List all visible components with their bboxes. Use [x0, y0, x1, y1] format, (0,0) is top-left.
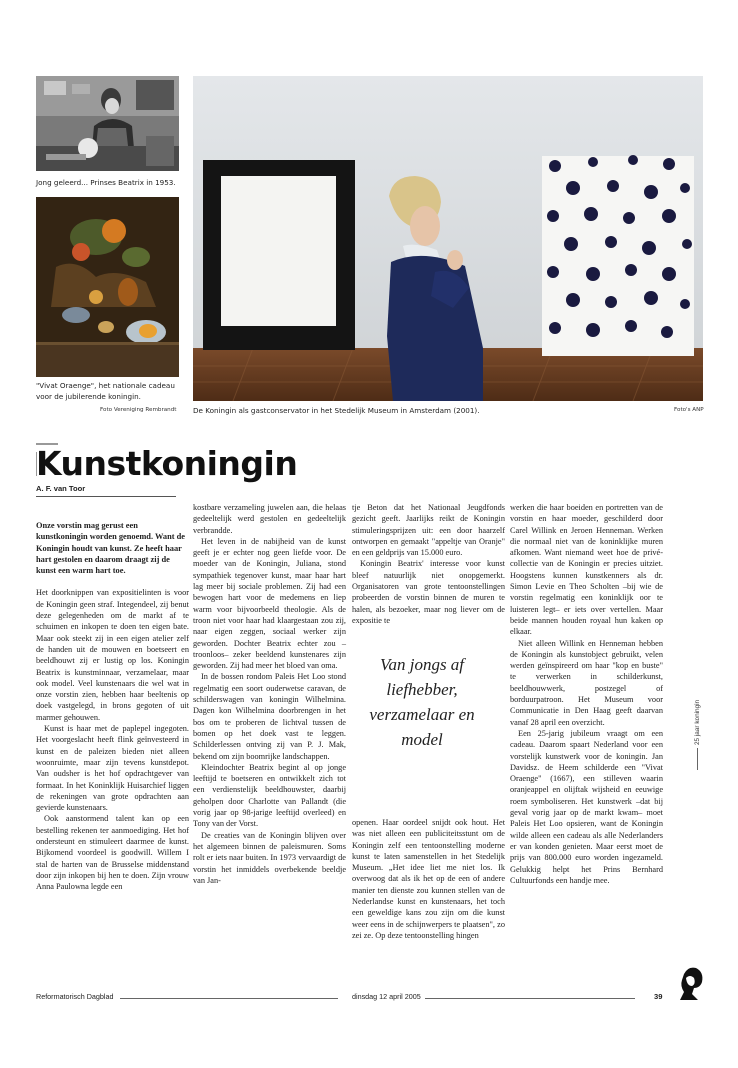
- paragraph: Het doorknippen van expositielinten is voor de Koningin geen straf. Integendeel, zij benut deze gelegenheden om de markt af te schuimen en inkopen te doen ten eigen bate. Maar ook steekt zij in een eigen atelier zelf de handen uit de mouwen en boetseert en beeldhouwt zij er lustig op los. Koningin Beatrix is kunstminnaar, verzamelaar, maar ook model. Veel kunstenaars die wel wat in onze vorstin zien, hebben haar beeltenis op doek vastgelegd, in brons gegoten of uit marmer gehouwen.: [36, 588, 189, 722]
- article-lead: Onze vorstin mag gerust een kunstkoningin worden genoemd. Want de Koningin houdt van kunst. Ze heeft haar hart gestolen en daarom draagt zij de kunst een warm hart toe.: [36, 521, 186, 576]
- paragraph: In de bossen rondom Paleis Het Loo stond regelmatig een soort ouderwetse caravan, de schilderswagen van koningin Wilhelmina. Dagen kon Wilhelmina doorbrengen in het bos om te proberen de lichtval tussen de bomen op het doek vast te leggen. Schilderlessen ontving zij van P. J. Mak, bekend om zijn boomrijke landschappen.: [193, 672, 346, 761]
- footer-rule-left: [120, 998, 338, 999]
- paragraph: openen. Haar oordeel snijdt ook hout. Het was niet alleen een publiciteitsstunt om de Koningin zelf een tentoonstelling moderne kunst te laten samenstellen in het Stedelijk Museum. „Het idee liet me niet los. Ik overwoog dat als ik het op de een of andere manier ten dienste zou kunnen stellen van de Nederlandse kunst en kunstenaars, het toch een geweldige kans zou zijn om die kunst weer eens in de schijnwerpers te plaatsen", zo zei ze. Op deze tentoonstelling hingen: [352, 818, 505, 940]
- paragraph: Koningin Beatrix' interesse voor kunst bleef natuurlijk niet onopgemerkt. Organisatoren van grote tentoonstellingen probeerden de vorstin binnen de muren te halen, als bezoeker, maar nog liever om de expositie te: [352, 559, 505, 625]
- column-3-bottom: [352, 817, 505, 941]
- footer-rule-right: [425, 998, 635, 999]
- column-2: [193, 502, 346, 886]
- paragraph: Het leven in de nabijheid van de kunst geeft je er echter nog geen liefde voor. De moeder van de Koningin, Juliana, stond sympathiek tegenover kunst, maar haar hart lag meer bij sociale problemen. Zij had een bewogen hart voor de medemens en liep warm voor bijvoorbeeld theologie. Als de troon niet voor haar had klaargestaan zou zij, naar eigen zeggen, sociaal werker zijn geworden. Dochter Beatrix echter zou –troonloos– zeker beeldend kunstenares zijn geworden. Zij had meer het bloed van oma.: [193, 536, 346, 671]
- photo-still-life: [36, 197, 179, 377]
- photo-stedelijk-museum: [193, 76, 703, 401]
- side-label-rule: [697, 748, 698, 770]
- footer-publication: Reformatorisch Dagblad: [36, 992, 114, 1001]
- paragraph: Ook aanstormend talent kan op een bestelling rekenen ter aanmoediging. Het hof ondersteunt en stimuleert daarmee de kunst. Bijkomend voordeel is goodwill. Willem I stal de harten van de Brusselse middenstand door zijn inkopen bij hen te doen. Zijn vrouw Anna Paulowna legde een: [36, 814, 189, 892]
- page-number: 39: [654, 992, 663, 1001]
- byline-rule: [36, 496, 176, 497]
- caption-beatrix-1953: Jong geleerd... Prinses Beatrix in 1953.: [36, 178, 176, 187]
- queen-portrait-logo-icon: [676, 964, 706, 1000]
- pull-quote: Van jongs af liefhebber, verzamelaar en model: [369, 655, 475, 749]
- section-label: 25 jaar koningin: [694, 699, 701, 745]
- article-title: Kunstkoningin: [36, 444, 298, 483]
- paragraph: Niet alleen Willink en Henneman hebben de Koningin als kunstobject gebruikt, velen werden geïnspireerd om haar "kop en buste" te verwerken in schilderkunst, beeldhouwwerk, postzegel of borduurpatroon. Het Museum voor Communicatie in Den Haag geeft daarvan vanaf 28 april een overzicht.: [510, 638, 663, 727]
- credit-still-life: Foto Vereniging Rembrandt: [100, 407, 177, 413]
- paragraph: tje Beton dat het Nationaal Jeugdfonds gezicht geeft. Jaarlijks reikt de Koningin stimuleringsprijzen uit: een door haarzelf ontworpen en gemaakt "appeltje van Oranje" en een geldprijs van 15.000 euro.: [352, 503, 505, 558]
- paragraph: werken die haar boeiden en portretten van de vorstin en haar moeder, geschilderd door Carel Willink en Jeroen Henneman. Werken die normaal niet van de koninklijke muren afkomen. Want niemand weet hoe de privé-collectie van de Koningin er precies uitziet. Hoogstens kunnen kunstkenners als dr. Simon Levie en Theo Scholten –bij wie de vorstin regelmatig een koninklijk oor te luisteren legt– er iets over vertellen. Maar beide mannen houden royaal hun kaken op elkaar.: [510, 503, 663, 637]
- column-3-top: [352, 502, 505, 626]
- paragraph: De creaties van de Koningin blijven over het algemeen binnen de paleismuren. Soms rolt er iets naar buiten. In 1973 vervaardigt de vorstin het inmiddels overbekende beeldje van Jan-: [193, 830, 346, 885]
- caption-still-life: "Vivat Oraenge", het nationale cadeau voor de jubilerende koningin.: [36, 381, 175, 401]
- paragraph: Een 25-jarig jubileum vraagt om een cadeau. Daarom spaart Nederland voor een vorstelijk kunstwerk voor de koningin. Jan Davidsz. de Heem schilderde een "Vivat Oraenge" (1667), een stilleven waarin oranjeappel en olijftak wijsheid en eeuwige roem symboliseren. Het kunstwerk –dat bij geval vorig jaar op de markt kwam– moet Paleis Het Loo opsieren, want de Koningin wilde alleen een cadeau als alle Nederlanders er van konden genieten. Maar eerst moet de prijs van 800.000 euro worden ingezameld. Gelukkig helpt het Prins Bernhard Cultuurfonds een handje mee.: [510, 728, 663, 885]
- paragraph: kostbare verzameling juwelen aan, die helaas gedeeltelijk werd gestolen en gedeeltelijk verbrandde.: [193, 503, 346, 535]
- paragraph: Kleindochter Beatrix begint al op jonge leeftijd te boetseren en ontwikkelt zich tot een verdienstelijk beeldhouwster, daarbij geholpen door Charlotte van Pallandt (die vorig jaar op 98-jarige leeftijd overleed) en Tony van der Vorst.: [193, 762, 346, 829]
- caption-stedelijk-museum: De Koningin als gastconservator in het Stedelijk Museum in Amsterdam (2001).: [193, 406, 480, 415]
- photo-beatrix-1953: [36, 76, 179, 171]
- column-4: [510, 502, 663, 886]
- byline: A. F. van Toor: [36, 484, 86, 493]
- paragraph: Kunst is haar met de paplepel ingegoten. Het voorgeslacht heeft flink geïnvesteerd in kunst en de paleizen bieden niet alleen woonruimte, maar zijn tevens kunstdepot. Van oudsher is het hof opdrachtgever van formaat. In het Koninklijk Huisarchief liggen de rekeningen van grote opdrachten aan gevierde kunstenaars.: [36, 724, 189, 813]
- credit-anp: Foto's ANP: [674, 407, 704, 413]
- footer-date: dinsdag 12 april 2005: [352, 992, 421, 1001]
- column-1: [36, 520, 189, 893]
